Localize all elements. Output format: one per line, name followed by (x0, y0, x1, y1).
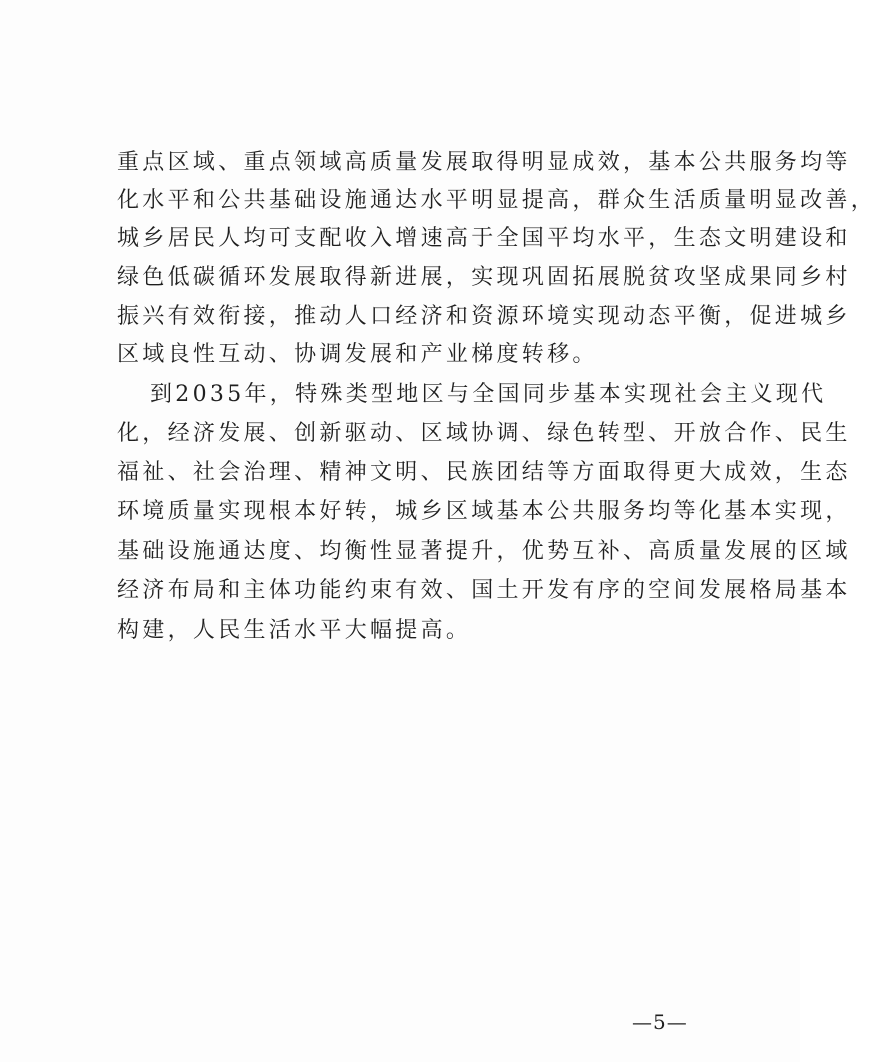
paragraph-1-line-5: 振兴有效衔接，推动人口经济和资源环境实现动态平衡，促进城乡 (117, 304, 851, 329)
paragraph-1-line-4: 绿色低碳循环发展取得新进展，实现巩固拓展脱贫攻坚成果同乡村 (117, 265, 851, 290)
paragraph-2-line-5: 基础设施通达度、均衡性显著提升，优势互补、高质量发展的区域 (117, 539, 851, 564)
paragraph-1-line-2: 化水平和公共基础设施通达水平明显提高，群众生活质量明显改善， (117, 188, 876, 213)
paragraph-2-line-4: 环境质量实现根本好转，城乡区域基本公共服务均等化基本实现， (117, 499, 851, 524)
paragraph-1-line-6: 区域良性互动、协调发展和产业梯度转移。 (117, 342, 598, 367)
page-number: —5— (632, 1010, 688, 1034)
paragraph-2-line-6: 经济布局和主体功能约束有效、国土开发有序的空间发展格局基本 (117, 578, 851, 603)
paragraph-2-line-7: 构建，人民生活水平大幅提高。 (117, 618, 472, 643)
paragraph-2-line-3: 福祉、社会治理、精神文明、民族团结等方面取得更大成效，生态 (117, 460, 851, 485)
paragraph-1-line-1: 重点区域、重点领域高质量发展取得明显成效，基本公共服务均等 (117, 150, 851, 175)
paragraph-2-line-1: 到2035年，特殊类型地区与全国同步基本实现社会主义现代 (150, 382, 827, 407)
paragraph-1-line-3: 城乡居民人均可支配收入增速高于全国平均水平，生态文明建设和 (117, 226, 851, 251)
paragraph-2-line-2: 化，经济发展、创新驱动、区域协调、绿色转型、开放合作、民生 (117, 421, 851, 446)
